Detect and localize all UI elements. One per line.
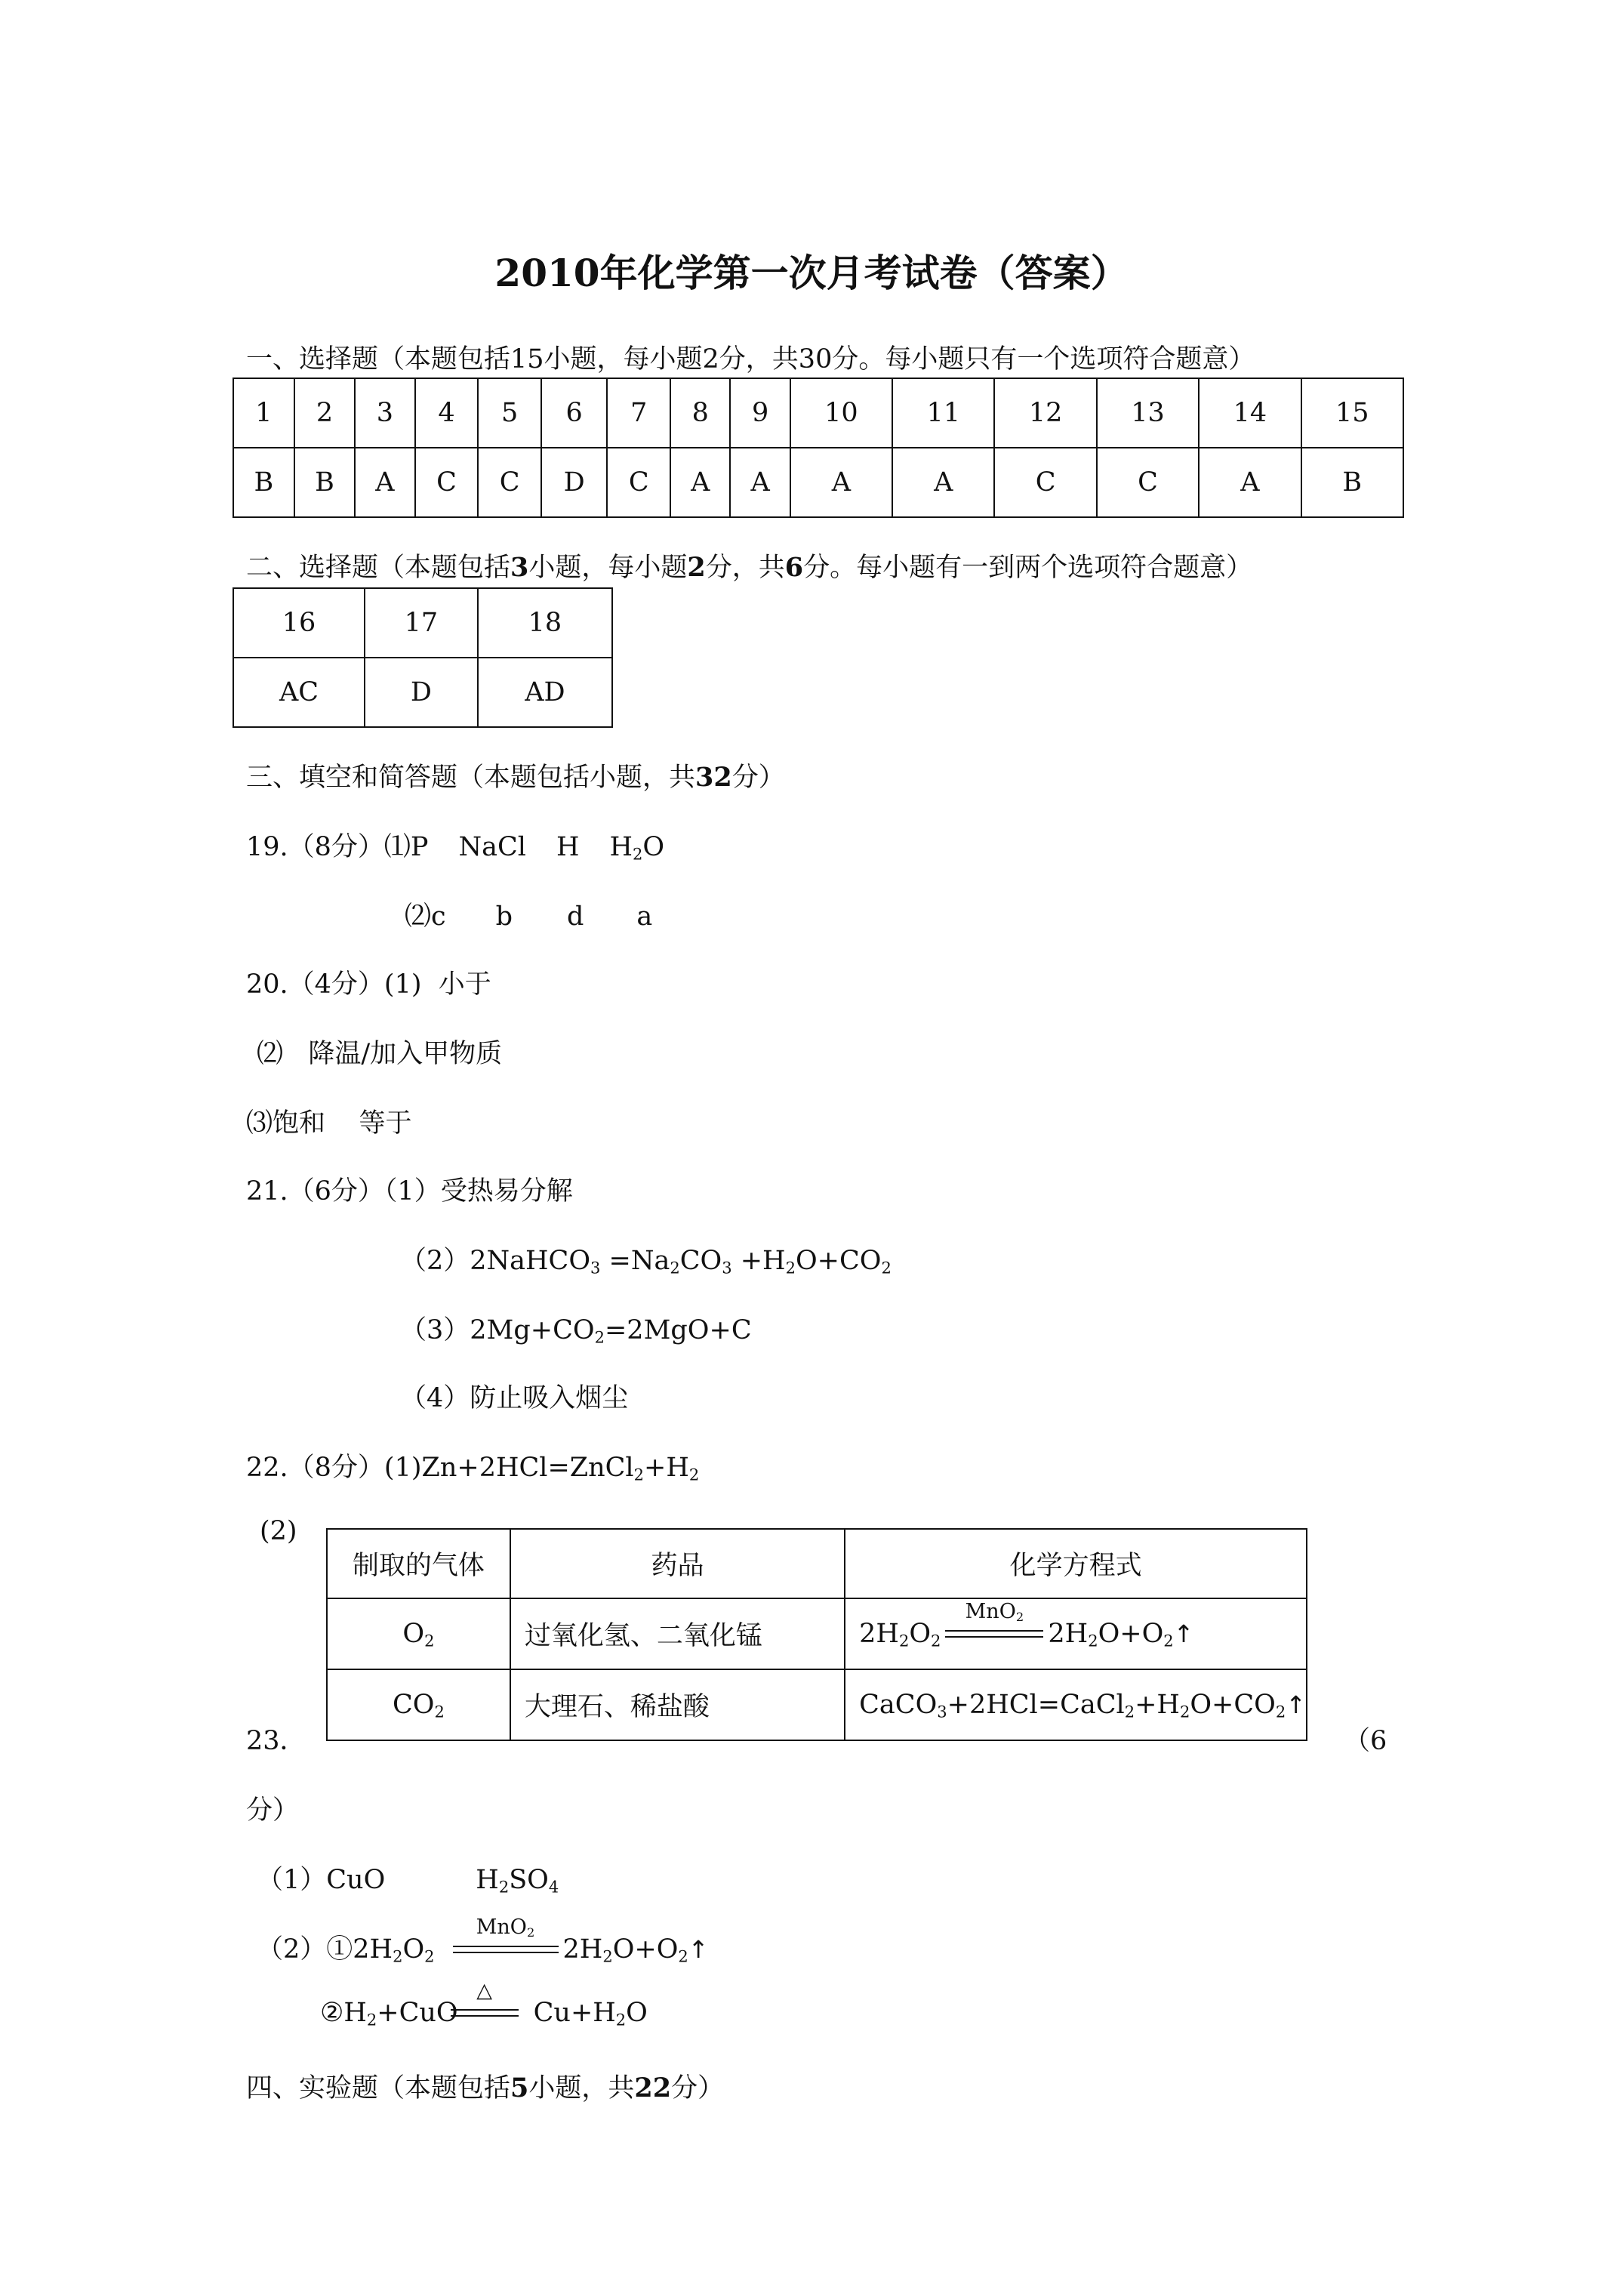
section2-answer-row (233, 658, 612, 727)
heading-text: 四、实验题（本题包括 (246, 2073, 511, 2103)
table-header-row (327, 1529, 1307, 1598)
answer-cell: B (1301, 448, 1403, 517)
answer-cell: A (892, 448, 994, 517)
answer-part: NaCl (458, 832, 526, 862)
number-cell: 10 (790, 378, 892, 448)
heading-number: 22 (634, 2073, 672, 2103)
number-cell: 14 (1199, 378, 1301, 448)
reaction-condition: MnO$_2$ (453, 1943, 559, 1959)
answer-cell: A (355, 448, 414, 517)
number-cell: 17 (365, 588, 478, 658)
section4-heading (246, 2067, 724, 2105)
answer-cell: A (730, 448, 790, 517)
number-cell: 5 (478, 378, 541, 448)
table-row (327, 1598, 1307, 1669)
heading-text: 分） (671, 2073, 725, 2103)
equation-cell: $CaCO_3+2HCl=CaCl_2+H_2O+CO_2↑$ (845, 1669, 1307, 1740)
section1-answer-table (233, 378, 1404, 518)
q21-line4: （4）防止吸入烟尘 (400, 1383, 629, 1413)
answer-cell: D (541, 448, 607, 517)
answer-part: a (636, 901, 653, 932)
gas-cell: $O_2$ (327, 1598, 510, 1669)
q23-line1: （1）CuO $H_2SO_4$ (257, 1865, 559, 1897)
section2-number-row (233, 588, 612, 658)
drug-cell: 过氧化氢、二氧化锰 (510, 1598, 845, 1669)
number-cell: 12 (994, 378, 1096, 448)
number-cell: 1 (233, 378, 294, 448)
gas-up-arrow-icon: ↑ (688, 1935, 709, 1964)
answer-cell: C (994, 448, 1096, 517)
answer-cell: A (790, 448, 892, 517)
answer-part: $H_2O$ (609, 832, 665, 864)
heading-text: 小题，共 (528, 2073, 635, 2103)
heading-text: 小题，每小题 (528, 553, 688, 583)
q23-score: （6 (1344, 1726, 1387, 1756)
number-cell: 16 (233, 588, 365, 658)
number-cell: 3 (355, 378, 414, 448)
q19-line2 (405, 895, 652, 933)
answer-cell: A (1199, 448, 1301, 517)
answer-cell: AC (233, 658, 365, 727)
heating-condition (451, 1978, 519, 2023)
q21-line1: 21.（6分）（1）受热易分解 (246, 1176, 573, 1207)
equation-cell: $2H_2O_2$ MnO$_2$ $2H_2O+O_2↑$ (845, 1598, 1307, 1669)
table-row (327, 1669, 1307, 1740)
q21-line2: （2）2NaHCO$_3$ $=Na_2CO_3 +H_2O+CO_2$ (400, 1246, 892, 1277)
heading-number: 5 (510, 2073, 529, 2103)
table-header: 化学方程式 (845, 1529, 1307, 1598)
section1-number-row (233, 378, 1403, 448)
heading-number: 3 (510, 552, 529, 583)
table-header: 制取的气体 (327, 1529, 510, 1598)
answer-cell: B (294, 448, 356, 517)
heading-number: 2 (687, 552, 706, 583)
q23-line2: $(2)①2H_2O_2$ MnO$_2$ $2H_2O+O_2↑$ (257, 1915, 709, 1966)
q23-line3: $②H_2+CuO$ △ $Cu+H_2O$ (320, 1978, 648, 2029)
heading-number: 32 (695, 762, 732, 793)
heading-text: 二、选择题（本题包括 (246, 553, 511, 583)
number-cell: 8 (670, 378, 730, 448)
answer-cell: AD (478, 658, 612, 727)
answer-part: ⑵c (405, 901, 446, 932)
heading-number: 6 (784, 552, 804, 583)
answer-cell: C (607, 448, 670, 517)
number-cell: 2 (294, 378, 356, 448)
answer-part: d (567, 901, 584, 932)
section3-heading (246, 757, 785, 794)
answer-cell: B (233, 448, 294, 517)
reaction-condition: MnO$_2$ (945, 1627, 1043, 1644)
drug-cell: 大理石、稀盐酸 (510, 1669, 845, 1740)
page-title: 2010年化学第一次月考试卷（答案） (494, 251, 1129, 295)
q20-line3: ⑶饱和 等于 (246, 1108, 412, 1139)
q23-score-unit: 分） (246, 1795, 300, 1826)
number-cell: 11 (892, 378, 994, 448)
section1-answer-row (233, 448, 1403, 517)
heading-text: 分。每小题有一到两个选项符合题意） (803, 553, 1253, 583)
answer-cell: D (365, 658, 478, 727)
answer-cell: C (415, 448, 479, 517)
number-cell: 18 (478, 588, 612, 658)
section2-answer-table (233, 587, 613, 728)
q22-line1: 22.（8分）$(1)Zn+2HCl=ZnCl_2+H_2$ (246, 1453, 700, 1484)
number-cell: 4 (415, 378, 479, 448)
answer-cell: A (670, 448, 730, 517)
heat-triangle-icon: △ (476, 1978, 492, 2002)
heading-text: 分，共 (705, 553, 785, 583)
number-cell: 6 (541, 378, 607, 448)
section2-heading (246, 547, 1252, 584)
q21-line3: $(3)2Mg+CO_2=2MgO+C$ (400, 1315, 752, 1347)
q19-line1 (246, 826, 664, 864)
q20-line1: 20.（4分）(1) 小于 (246, 969, 491, 1000)
number-cell: 7 (607, 378, 670, 448)
answer-cell: C (1097, 448, 1199, 517)
number-cell: 13 (1097, 378, 1199, 448)
number-cell: 9 (730, 378, 790, 448)
table-header: 药品 (510, 1529, 845, 1598)
q23-label: 23． (246, 1726, 306, 1756)
q22-part2-label: (2) (260, 1516, 297, 1546)
gas-preparation-table (326, 1528, 1307, 1741)
heading-text: 分） (731, 763, 785, 793)
section1-heading: 一、选择题（本题包括15小题，每小题2分，共30分。每小题只有一个选项符合题意） (246, 344, 1255, 374)
gas-up-arrow-icon: ↑ (1286, 1690, 1306, 1719)
heading-text: 三、填空和简答题（本题包括小题，共 (246, 763, 696, 793)
answer-part: H (556, 832, 580, 862)
answer-part: b (495, 901, 513, 932)
gas-up-arrow-icon: ↑ (1173, 1620, 1194, 1648)
number-cell: 15 (1301, 378, 1403, 448)
q20-line2: ⑵ 降温/加入甲物质 (257, 1039, 503, 1069)
gas-cell: $CO_2$ (327, 1669, 510, 1740)
answer-cell: C (478, 448, 541, 517)
q19-label: 19.（8分）⑴P (246, 832, 429, 862)
